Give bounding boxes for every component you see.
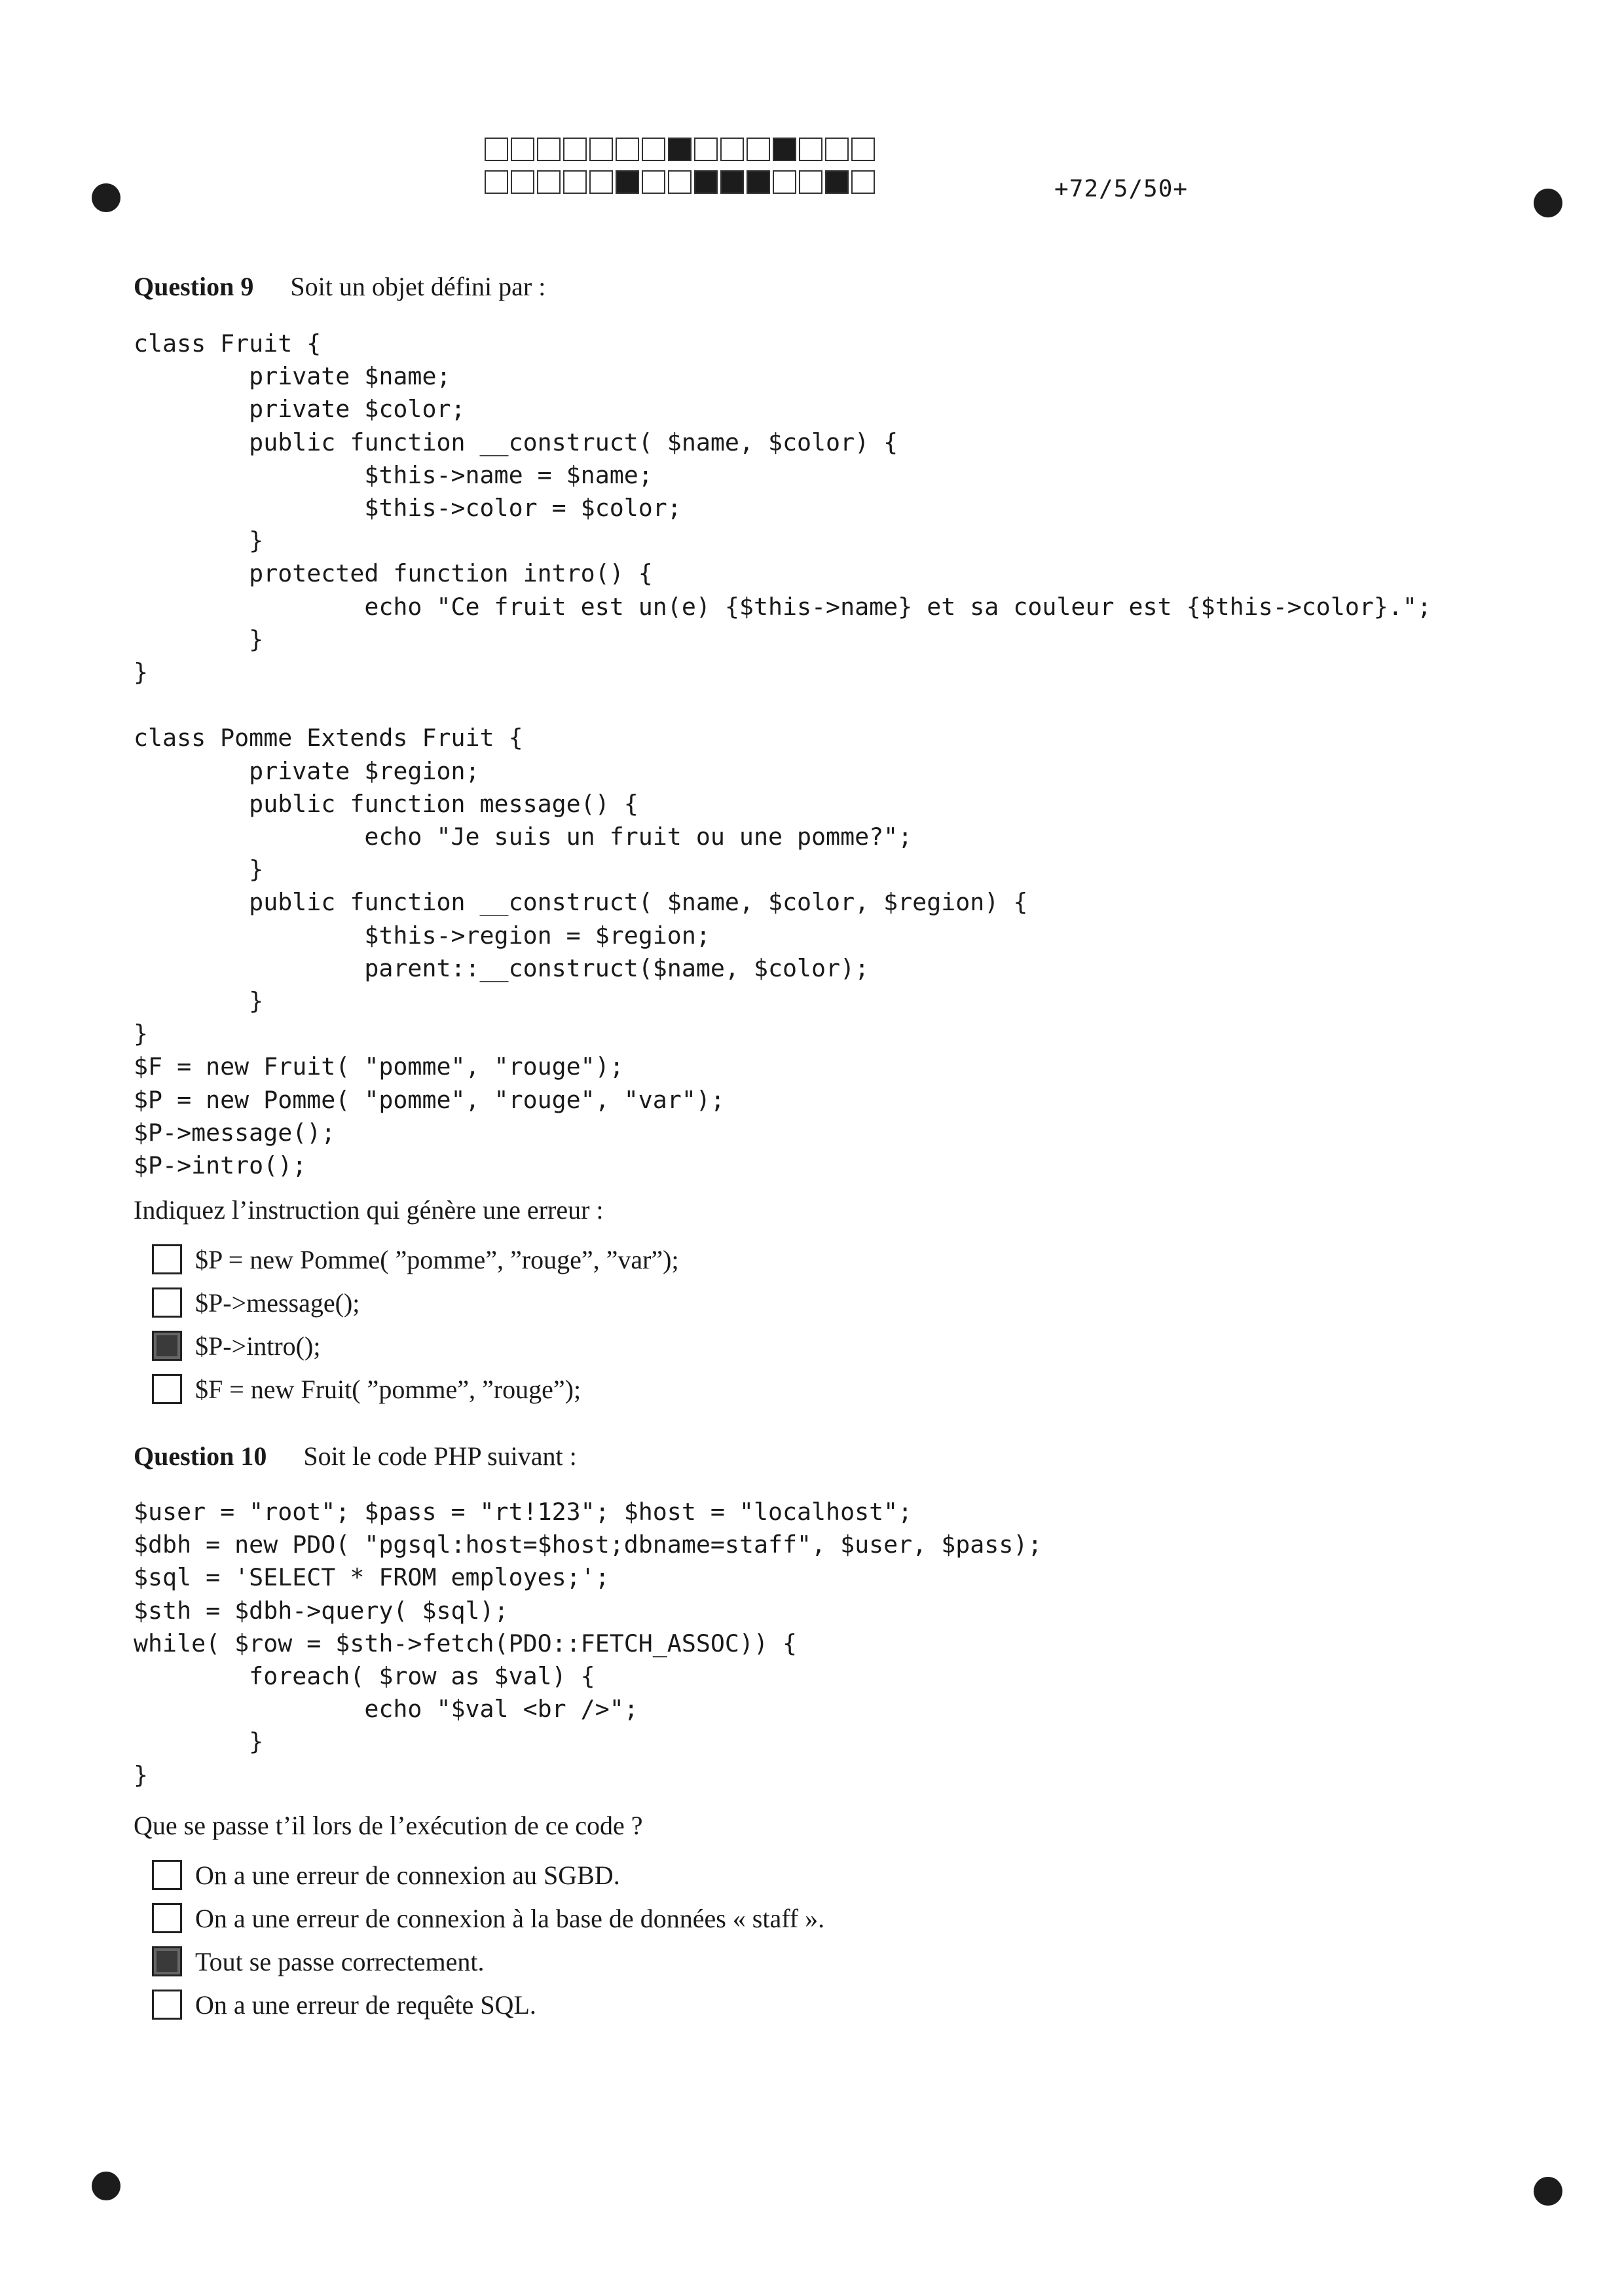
barcode-cell (537, 170, 561, 194)
registration-mark-top-right (1534, 189, 1562, 217)
barcode-cell (485, 138, 508, 161)
question-9-heading (134, 271, 545, 302)
registration-mark-top-left (92, 183, 120, 212)
barcode-cell (616, 138, 639, 161)
question-label: Question 10 (134, 1441, 267, 1471)
barcode-cell (642, 138, 665, 161)
answer-checkbox[interactable] (152, 1860, 182, 1890)
barcode-cell (511, 138, 534, 161)
barcode-cell (825, 138, 849, 161)
barcode-cell (642, 170, 665, 194)
answer-option[interactable] (152, 1367, 679, 1411)
answer-label: Tout se passe correctement. (195, 1946, 485, 1976)
barcode-cell (485, 170, 508, 194)
answer-checkbox[interactable] (152, 1903, 182, 1933)
answer-option[interactable] (152, 1324, 679, 1367)
question-9-prompt: Indiquez l’instruction qui génère une erreur : (134, 1195, 604, 1225)
barcode-cell (668, 170, 692, 194)
barcode-cell (825, 170, 849, 194)
answer-checkbox[interactable] (152, 1374, 182, 1404)
answer-checkbox[interactable] (152, 1946, 182, 1976)
barcode-cell (773, 138, 796, 161)
answer-option[interactable] (152, 1238, 679, 1281)
barcode-cell (747, 170, 770, 194)
barcode-cell (851, 138, 875, 161)
answer-option[interactable] (152, 1940, 824, 1983)
barcode-row-1 (485, 138, 877, 164)
question-10-options (152, 1853, 824, 2026)
question-10-heading (134, 1441, 577, 1472)
answer-option[interactable] (152, 1897, 824, 1940)
barcode-cell (589, 138, 613, 161)
question-statement: Soit le code PHP suivant : (303, 1441, 577, 1471)
question-10-code: $user = "root"; $pass = "rt!123"; $host = "localhost"; $dbh = new PDO( "pgsql:host=$host;dbname=staff", $user, $pass); $sql = 'SELECT * FROM employes;'; $sth = $dbh->query( $sql); while( $row = $sth->fetch(PDO::FETCH_ASSOC)) { foreach( $row as $val) { echo "$val <br />"; } } (134, 1498, 1043, 1789)
answer-label: $P->message(); (195, 1287, 360, 1318)
answer-label: $P = new Pomme( ”pomme”, ”rouge”, ”var”); (195, 1244, 679, 1274)
registration-mark-bottom-left (92, 2172, 120, 2200)
barcode-cell (799, 138, 822, 161)
answer-checkbox[interactable] (152, 1331, 182, 1361)
question-statement: Soit un objet défini par : (290, 272, 546, 301)
answer-option[interactable] (152, 1983, 824, 2026)
barcode-cell (668, 138, 692, 161)
barcode-cell (694, 138, 718, 161)
barcode-cell (589, 170, 613, 194)
question-10-prompt: Que se passe t’il lors de l’exécution de ce code ? (134, 1811, 643, 1840)
answer-label: On a une erreur de requête SQL. (195, 1990, 536, 2020)
answer-checkbox[interactable] (152, 1287, 182, 1318)
answer-label: $F = new Fruit( ”pomme”, ”rouge”); (195, 1374, 581, 1404)
barcode-cell (851, 170, 875, 194)
barcode-cell (799, 170, 822, 194)
question-9-code: class Fruit { private $name; private $color; public function __construct( $name, $color) { $this->name = $name; $this->color = $color; } protected function intro() { echo "Ce fruit est un(e) {$this->name} et sa couleur est {$this->color}."; } } class Pomme Extends Fruit { private $region; public function message() { echo "Je suis un fruit ou une pomme?"; } public function __construct( $name, $color, $region) { $this->region = $region; parent::__construct($name, $color); } } $F = new Fruit( "pomme", "rouge"); $P = new Pomme( "pomme", "rouge", "var"); $P->message(); $P->intro(); (134, 329, 1431, 1180)
barcode-cell (720, 138, 744, 161)
answer-checkbox[interactable] (152, 1990, 182, 2020)
barcode-row-2 (485, 170, 877, 196)
copy-id: +72/5/50+ (1054, 176, 1189, 202)
barcode-cell (747, 138, 770, 161)
answer-option[interactable] (152, 1281, 679, 1324)
registration-mark-bottom-right (1534, 2177, 1562, 2206)
answer-label: On a une erreur de connexion au SGBD. (195, 1860, 620, 1890)
answer-label: On a une erreur de connexion à la base de données « staff ». (195, 1903, 825, 1933)
answer-label: $P->intro(); (195, 1331, 321, 1361)
barcode-cell (537, 138, 561, 161)
question-label: Question 9 (134, 272, 254, 301)
question-9-options (152, 1238, 679, 1411)
barcode-cell (616, 170, 639, 194)
barcode-cell (563, 138, 587, 161)
barcode-cell (720, 170, 744, 194)
answer-checkbox[interactable] (152, 1244, 182, 1274)
barcode-cell (511, 170, 534, 194)
barcode-cell (773, 170, 796, 194)
barcode-cell (563, 170, 587, 194)
answer-option[interactable] (152, 1853, 824, 1897)
barcode-cell (694, 170, 718, 194)
